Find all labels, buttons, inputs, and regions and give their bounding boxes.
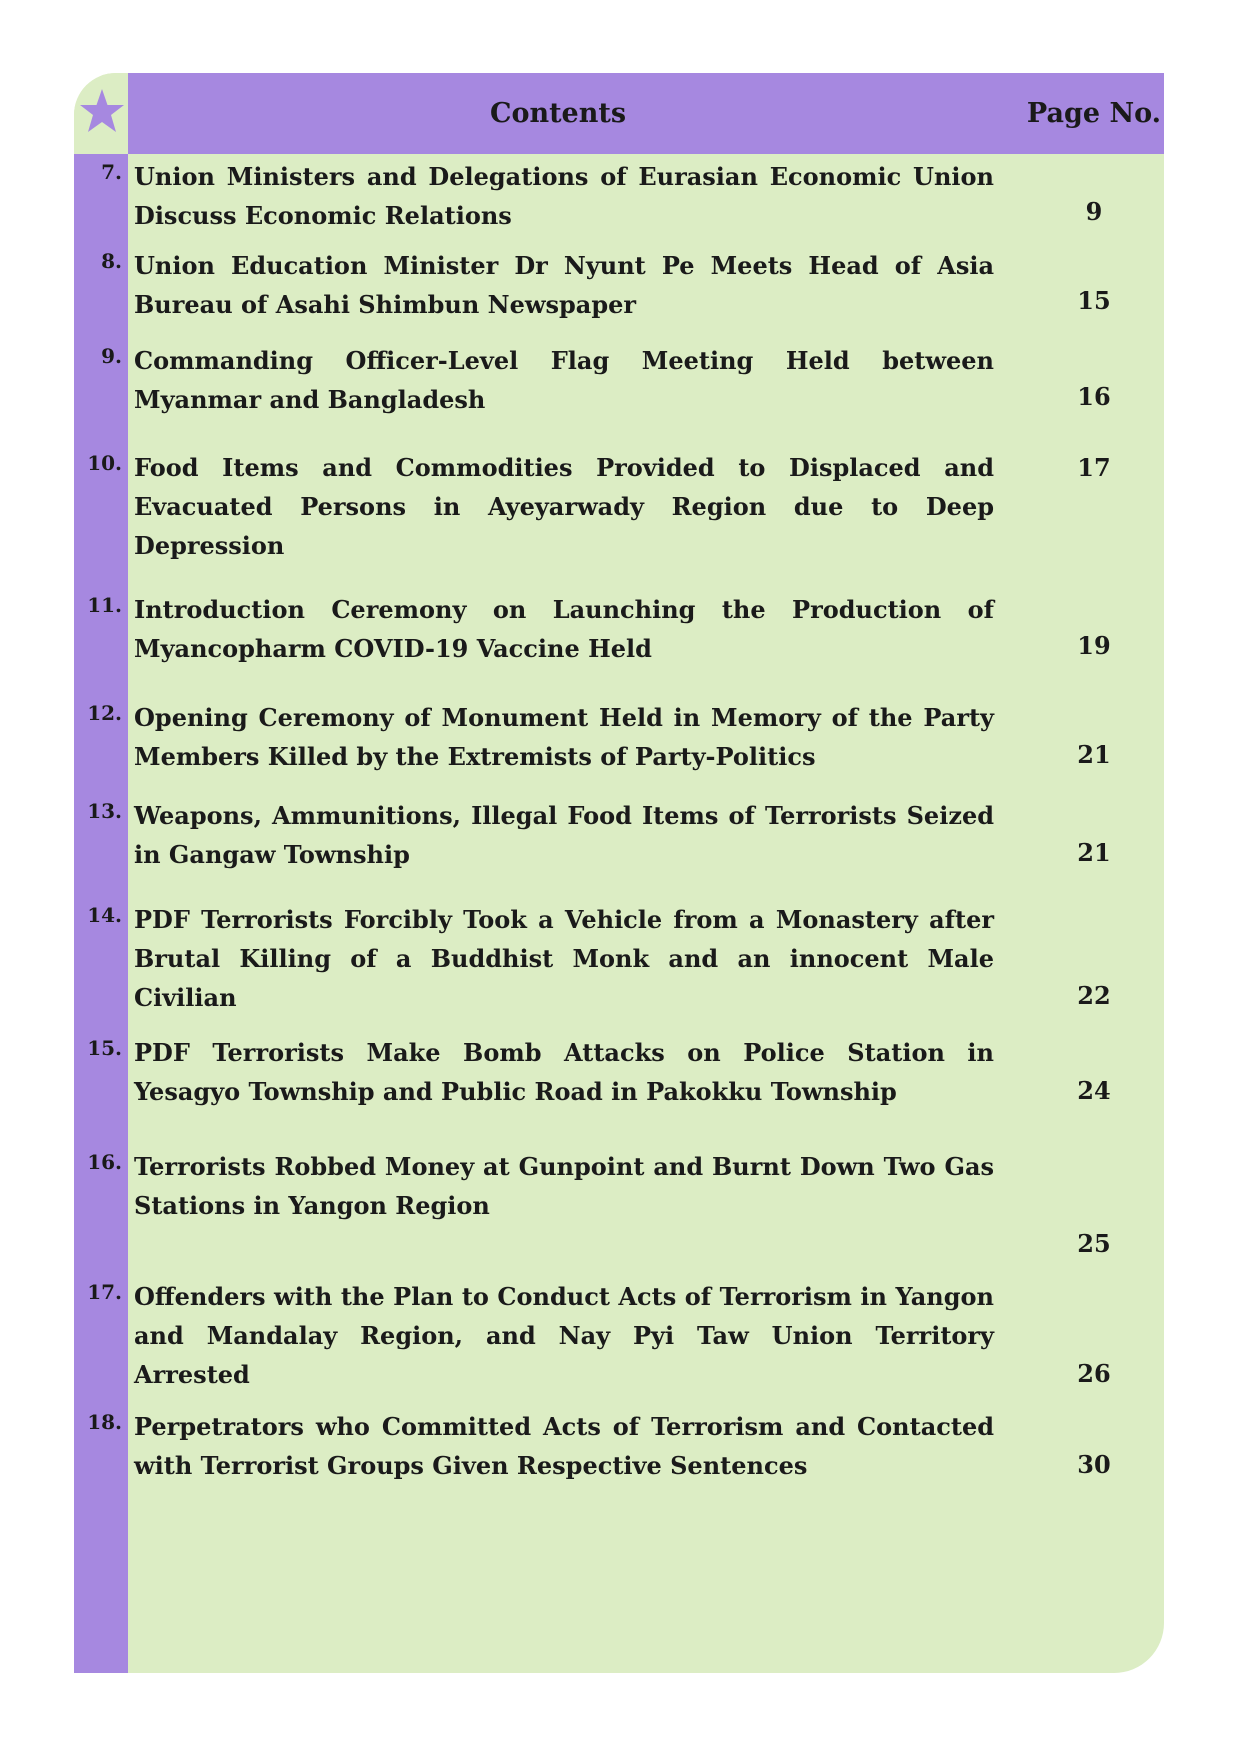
entry-number: 10. xyxy=(87,451,122,475)
entry-number: 12. xyxy=(87,701,122,725)
star-icon xyxy=(76,83,128,143)
entry-number: 14. xyxy=(87,903,122,927)
entry-page: 17 xyxy=(1077,453,1111,482)
entry-title[interactable]: PDF Terrorists Forcibly Took a Vehicle from a Monastery after Brutal Killing of a Buddhist Monk and an innocent Male Civilian xyxy=(134,905,994,1012)
entry-number: 11. xyxy=(87,593,122,617)
entry-number: 9. xyxy=(101,344,122,368)
page-no-heading: Page No. xyxy=(1026,98,1162,129)
entry-page: 30 xyxy=(1077,1450,1111,1479)
entry-page: 9 xyxy=(1085,197,1103,226)
entry-page: 24 xyxy=(1077,1076,1111,1105)
corner-block xyxy=(74,73,128,154)
entry-number: 7. xyxy=(101,160,122,184)
entry-page: 22 xyxy=(1077,981,1111,1010)
entry-page: 21 xyxy=(1077,740,1111,769)
entry-number: 17. xyxy=(87,1280,122,1304)
entry-number: 16. xyxy=(87,1150,122,1174)
entry-title[interactable]: Union Education Minister Dr Nyunt Pe Meets Head of Asia Bureau of Asahi Shimbun Newspaper xyxy=(134,251,994,319)
entry-title[interactable]: Union Ministers and Delegations of Eurasian Economic Union Discuss Economic Relations xyxy=(134,162,994,230)
entry-title[interactable]: Food Items and Commodities Provided to Displaced and Evacuated Persons in Ayeyarwady Region due to Deep Depression xyxy=(134,453,994,560)
entry-number: 8. xyxy=(101,249,122,273)
contents-heading: Contents xyxy=(489,98,627,129)
entry-page: 15 xyxy=(1077,286,1111,315)
entry-page: 25 xyxy=(1077,1229,1111,1258)
entry-number: 13. xyxy=(87,799,122,823)
entry-page: 19 xyxy=(1077,631,1111,660)
entry-title[interactable]: Terrorists Robbed Money at Gunpoint and Burnt Down Two Gas Stations in Yangon Region xyxy=(134,1152,994,1220)
entry-title[interactable]: Opening Ceremony of Monument Held in Memory of the Party Members Killed by the Extremists of Party-Politics xyxy=(134,703,994,771)
entry-title[interactable]: PDF Terrorists Make Bomb Attacks on Police Station in Yesagyo Township and Public Road in Pakokku Township xyxy=(134,1038,994,1106)
entry-title[interactable]: Offenders with the Plan to Conduct Acts of Terrorism in Yangon and Mandalay Region, and Nay Pyi Taw Union Territory Arrested xyxy=(134,1282,994,1389)
entry-number: 15. xyxy=(87,1036,122,1060)
entry-title[interactable]: Perpetrators who Committed Acts of Terrorism and Contacted with Terrorist Groups Given Respective Sentences xyxy=(134,1412,994,1480)
entry-number: 18. xyxy=(87,1410,122,1434)
entry-title[interactable]: Weapons, Ammunitions, Illegal Food Items of Terrorists Seized in Gangaw Township xyxy=(134,801,994,869)
entry-page: 26 xyxy=(1077,1359,1111,1388)
entry-page: 16 xyxy=(1077,382,1111,411)
entry-title[interactable]: Commanding Officer-Level Flag Meeting Held between Myanmar and Bangladesh xyxy=(134,346,994,414)
entry-page: 21 xyxy=(1077,838,1111,867)
entry-title[interactable]: Introduction Ceremony on Launching the Production of Myancopharm COVID-19 Vaccine Held xyxy=(134,595,994,663)
